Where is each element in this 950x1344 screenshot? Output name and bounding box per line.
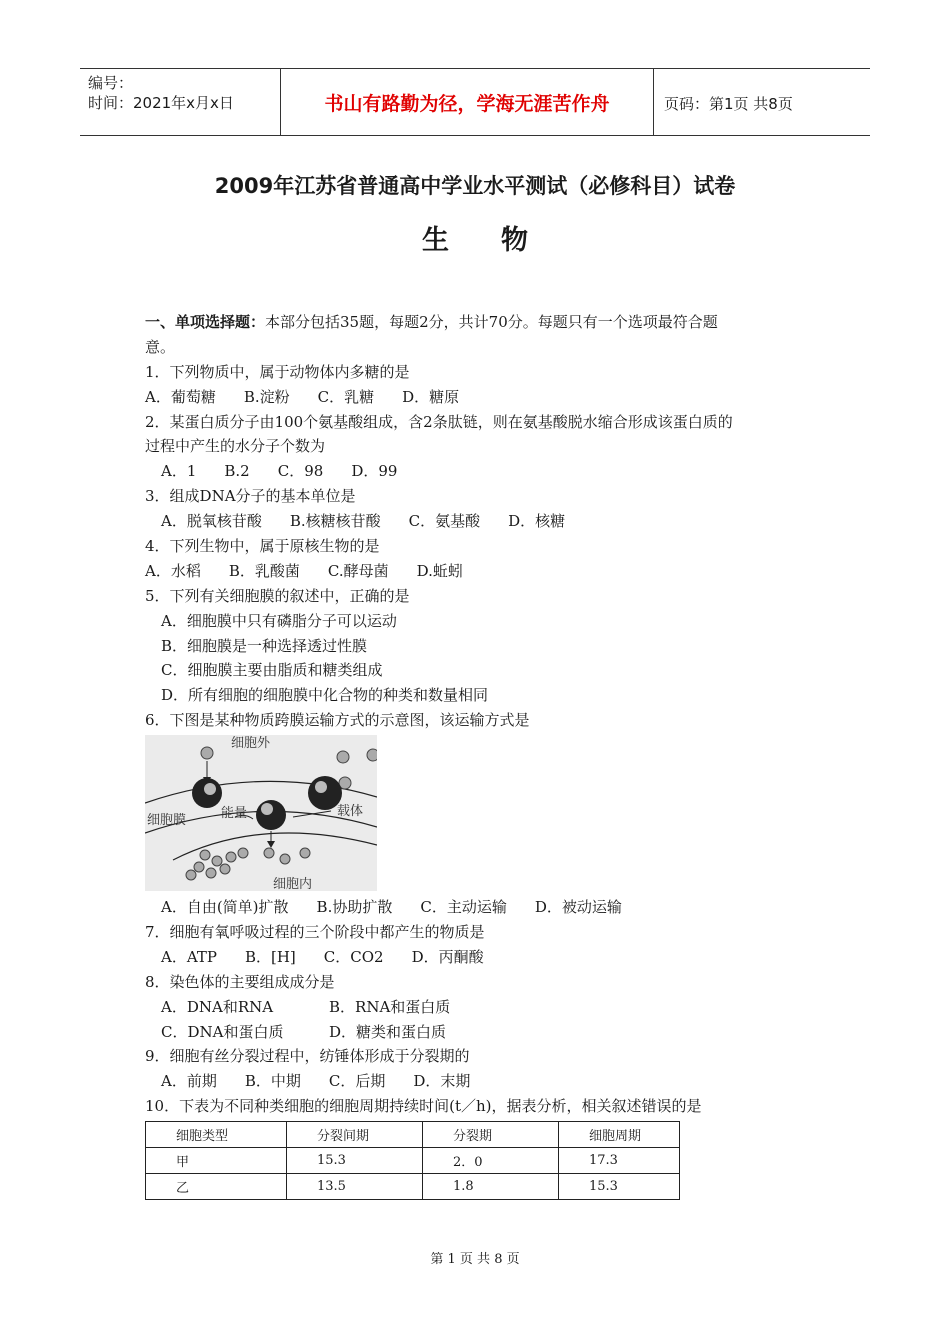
molecule-in-4 [206, 868, 216, 878]
page-info: 页码：第1页 共8页 [664, 95, 793, 113]
q8-option-a: A．DNA和RNA [161, 997, 274, 1016]
q5-option-b: B．细胞膜是一种选择透过性膜 [161, 636, 368, 655]
table-header-cell: 细胞周期 [559, 1122, 680, 1148]
q6-option-d: D．被动运输 [534, 898, 622, 917]
label-inside: 细胞内 [273, 877, 313, 892]
table-cell: 13.5 [287, 1174, 423, 1200]
table-cell: 2．0 [423, 1148, 559, 1174]
molecule-in-5 [220, 864, 230, 874]
q8-options-row-2 [145, 1020, 815, 1045]
q2-stem-cont: 过程中产生的水分子个数为 [145, 437, 326, 456]
q8-options-row-1 [145, 995, 815, 1020]
section-intro [145, 310, 815, 335]
q4-stem: 4．下列生物中，属于原核生物的是 [145, 537, 380, 556]
q2-option-d: D．99 [351, 462, 398, 481]
molecule-out-1 [201, 747, 213, 759]
q1-stem: 1．下列物质中，属于动物体内多糖的是 [145, 362, 410, 381]
q5-stem: 5．下列有关细胞膜的叙述中，正确的是 [145, 586, 410, 605]
table-header-cell: 细胞类型 [146, 1122, 287, 1148]
time-label: 时间：2021年x月x日 [88, 94, 234, 112]
carrier-molecule-2 [315, 781, 327, 793]
q4-options [145, 559, 815, 584]
table-row [146, 1148, 680, 1174]
table-row [146, 1174, 680, 1200]
q1-option-d: D．糖原 [402, 387, 460, 406]
q8-option-b: B．RNA和蛋白质 [329, 997, 451, 1016]
molecule-in-3 [194, 862, 204, 872]
q4-option-a: A．水稻 [145, 561, 201, 580]
table-cell: 17.3 [559, 1148, 680, 1174]
number-label: 编号： [88, 74, 134, 92]
table-cell: 乙 [146, 1174, 287, 1200]
q3-options [145, 509, 815, 534]
table-cell: 15.3 [287, 1148, 423, 1174]
header-motto: 书山有路勤为径，学海无涯苦作舟 [280, 69, 654, 135]
q5-option-d: D．所有细胞的细胞膜中化合物的种类和数量相同 [161, 686, 489, 705]
q7-option-d: D．丙酮酸 [411, 947, 484, 966]
q2-option-c: C．98 [277, 462, 324, 481]
q7-option-b: B．[H] [244, 947, 296, 966]
q2-option-a: A．1 [161, 462, 197, 481]
label-energy: 能量 [221, 806, 248, 822]
page-footer: 第 1 页 共 8 页 [430, 1252, 520, 1267]
q8-option-d: D．糖类和蛋白质 [329, 1022, 447, 1041]
membrane-transport-diagram [145, 735, 377, 891]
q9-option-c: C．后期 [328, 1072, 386, 1091]
q7-stem: 7．细胞有氧呼吸过程的三个阶段中都产生的物质是 [145, 923, 485, 942]
q7-option-c: C．CO2 [323, 947, 384, 966]
table-cell: 甲 [146, 1148, 287, 1174]
table-header-cell: 分裂间期 [287, 1122, 423, 1148]
q6-option-a: A．自由(简单)扩散 [161, 898, 289, 917]
table-cell: 15.3 [559, 1174, 680, 1200]
exit-arrow-head [267, 841, 275, 848]
q1-option-a: A．葡萄糖 [145, 387, 216, 406]
q6-option-b: B.协助扩散 [316, 898, 393, 917]
q6-option-c: C．主动运输 [420, 898, 507, 917]
section-intro-text: 本部分包括35题，每题2分，共计70分。每题只有一个选项最符合题 [265, 313, 718, 331]
exam-title: 2009年江苏省普通高中学业水平测试（必修科目）试卷 [214, 174, 736, 198]
subject-title: 生物 [422, 225, 580, 256]
q2-options [145, 459, 815, 484]
q2-stem: 2．某蛋白质分子由100个氨基酸组成，含2条肽链，则在氨基酸脱水缩合形成该蛋白质的 [145, 412, 733, 431]
q3-option-a: A．脱氧核苷酸 [161, 512, 262, 531]
question-body [145, 310, 815, 1200]
label-carrier: 载体 [337, 804, 364, 820]
molecule-out-2 [337, 751, 349, 763]
page-header [80, 68, 870, 136]
table-header-row [146, 1122, 680, 1148]
molecule-in-1 [200, 850, 210, 860]
header-meta [88, 73, 234, 113]
q2-option-b: B.2 [224, 462, 250, 481]
label-membrane: 细胞膜 [147, 813, 187, 829]
carrier-molecule-3 [261, 803, 273, 815]
cell-cycle-table [145, 1121, 680, 1200]
q5-option-a: A．细胞膜中只有磷脂分子可以运动 [161, 611, 397, 630]
q6-stem: 6．下图是某种物质跨膜运输方式的示意图，该运输方式是 [145, 711, 530, 730]
q3-option-d: D．核糖 [508, 512, 566, 531]
molecule-in-2 [212, 856, 222, 866]
q3-stem: 3．组成DNA分子的基本单位是 [145, 487, 356, 506]
q3-option-b: B.核糖核苷酸 [289, 512, 381, 531]
molecule-out-3 [367, 749, 377, 761]
label-outside: 细胞外 [231, 736, 271, 752]
molecule-in-6 [186, 870, 196, 880]
q6-options [145, 895, 815, 920]
q4-option-b: B．乳酸菌 [228, 561, 300, 580]
carrier-protein-3 [256, 800, 286, 830]
q4-option-c: C.酵母菌 [327, 561, 389, 580]
q10-stem: 10．下表为不同种类细胞的细胞周期持续时间(t／h)，据表分析，相关叙述错误的是 [145, 1097, 702, 1116]
carrier-molecule-1 [204, 783, 216, 795]
q1-option-b: B.淀粉 [243, 387, 290, 406]
q3-option-c: C．氨基酸 [408, 512, 481, 531]
q7-option-a: A．ATP [161, 947, 217, 966]
molecule-in-8 [238, 848, 248, 858]
q9-option-d: D．末期 [413, 1072, 471, 1091]
q1-options [145, 385, 815, 410]
table-cell: 1.8 [423, 1174, 559, 1200]
section-intro-cont: 意。 [145, 337, 176, 356]
q7-options [145, 945, 815, 970]
molecule-in-11 [300, 848, 310, 858]
molecule-in-10 [280, 854, 290, 864]
q9-stem: 9．细胞有丝分裂过程中，纺锤体形成于分裂期的 [145, 1047, 470, 1066]
table-header-cell: 分裂期 [423, 1122, 559, 1148]
q8-option-c: C．DNA和蛋白质 [161, 1022, 284, 1041]
section-label: 一、单项选择题： [145, 313, 266, 331]
q9-options [145, 1069, 815, 1094]
molecule-in-9 [264, 848, 274, 858]
q4-option-d: D.蚯蚓 [416, 561, 463, 580]
q9-option-b: B．中期 [244, 1072, 301, 1091]
q5-option-c: C．细胞膜主要由脂质和糖类组成 [161, 661, 383, 680]
q1-option-c: C．乳糖 [317, 387, 375, 406]
q9-option-a: A．前期 [161, 1072, 217, 1091]
membrane-transport-figure [145, 735, 377, 891]
q8-stem: 8．染色体的主要组成成分是 [145, 972, 335, 991]
molecule-in-7 [226, 852, 236, 862]
